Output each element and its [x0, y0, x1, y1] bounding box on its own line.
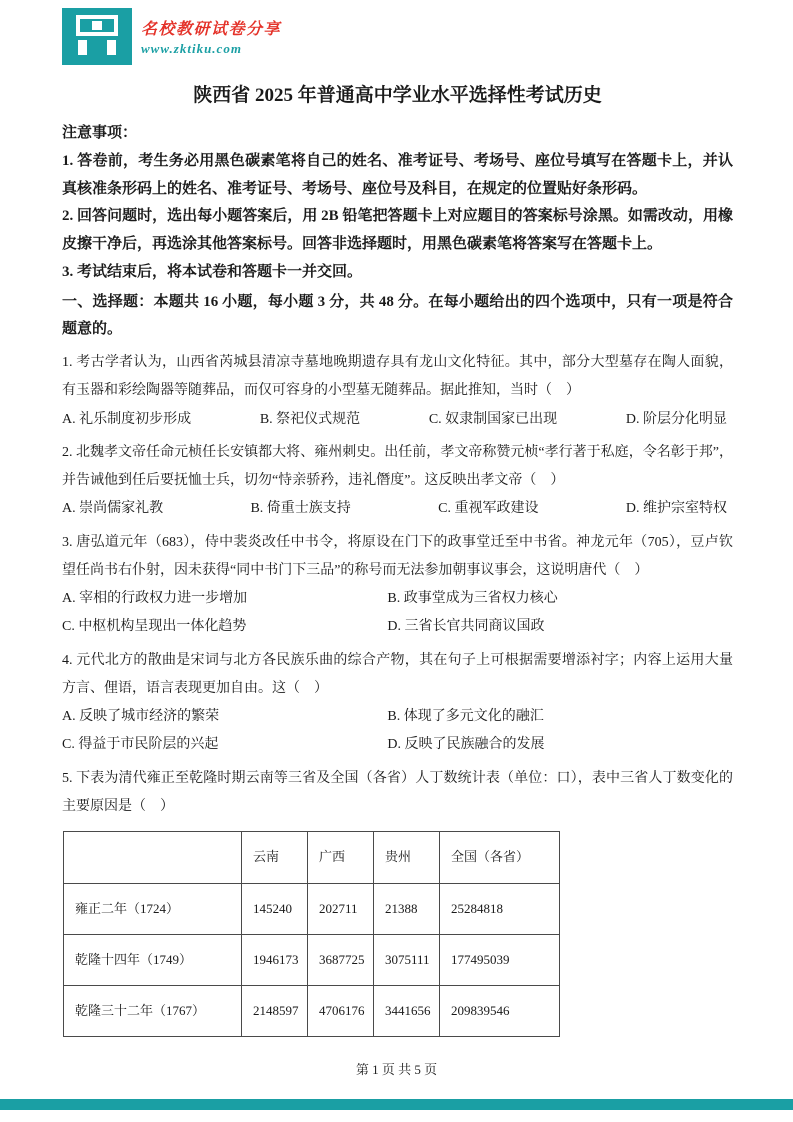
cell-value: 202711: [308, 883, 374, 934]
brand-url: www.zktiku.com: [141, 41, 242, 56]
notice-item-1: 1. 答卷前，考生务必用黑色碳素笔将自己的姓名、准考证号、考场号、座位号填写在答题卡上，并认真核准条形码上的姓名、准考证号、考场号、座位号及科目，在规定的位置贴好条形码。: [62, 152, 733, 197]
table-row: [64, 986, 560, 1037]
option-d: D. 维护宗室特权: [625, 501, 727, 517]
question-3-stem: 3. 唐弘道元年（683），侍中裴炎改任中书令，将原设在门下的政事堂迁至中书省。神龙元年（705），豆卢钦望任尚书右仆射，因未获得“同中书门下三品”的称号而无法参加朝事议事会，这说明唐代（ ）: [62, 534, 733, 578]
cell-value: 145240: [242, 883, 308, 934]
cell-value: 4706176: [308, 986, 374, 1037]
option-d: D. 三省长官共同商议国政: [387, 619, 545, 635]
cell-value: 3687725: [308, 934, 374, 985]
table-header-national: 全国（各省）: [440, 832, 560, 883]
question-2: [62, 439, 733, 524]
question-5: [62, 765, 733, 1038]
option-a: A. 礼乐制度初步形成: [62, 411, 192, 427]
page-number: 第 1 页 共 5 页: [355, 1062, 438, 1077]
question-4-stem: 4. 元代北方的散曲是宋词与北方各民族乐曲的综合产物，其在句子上可根据需要增添衬字；内容上运用大量方言、俚语，语言表现更加自由。这（ ）: [62, 652, 733, 696]
question-5-stem: 5. 下表为清代雍正至乾隆时期云南等三省及全国（各省）人丁数统计表（单位：口），表中三省人丁数变化的主要原因是（ ）: [62, 770, 733, 814]
table-header-empty: [64, 832, 242, 883]
question-2-options: [62, 495, 733, 523]
question-1-stem: 1. 考古学者认为，山西省芮城县清凉寺墓地晚期遗存具有龙山文化特征。其中，部分大型墓存在陶人面貌，有玉器和彩绘陶器等随葬品，而仅可容身的小型墓无随葬品。据此推知，当时（ ）: [62, 355, 733, 399]
section-heading: 一、选择题：本题共 16 小题，每小题 3 分，共 48 分。在每小题给出的四个选项中，只有一项是符合题意的。: [62, 293, 733, 338]
cell-value: 1946173: [242, 934, 308, 985]
row-label: 乾隆十四年（1749）: [64, 934, 242, 985]
question-2-stem: 2. 北魏孝文帝任命元桢任长安镇都大将、雍州刺史。出任前，孝文帝称赞元桢“孝行著于私庭，令名彰于邦”，并告诫他到任后要抚恤士兵，切勿“恃亲骄矜，违礼僭度”。这反映出孝文帝（ ）: [62, 444, 733, 489]
exam-content: [62, 120, 733, 1037]
notice-section: [62, 120, 733, 287]
page-footer: [0, 1059, 793, 1078]
option-c: C. 奴隶制国家已出现: [428, 411, 558, 427]
option-b: B. 倚重士族支持: [250, 501, 351, 517]
table-header-guizhou: 贵州: [374, 832, 440, 883]
table-header-row: [64, 832, 560, 883]
cell-value: 3441656: [374, 986, 440, 1037]
option-c: C. 中枢机构呈现出一体化趋势: [62, 619, 247, 635]
table-header-yunnan: 云南: [242, 832, 308, 883]
option-a: A. 宰相的行政权力进一步增加: [62, 591, 248, 607]
option-c: C. 得益于市民阶层的兴起: [62, 737, 219, 753]
page-title: 陕西省 2025 年普通高中学业水平选择性考试历史: [193, 85, 602, 106]
table-row: [64, 934, 560, 985]
option-a: A. 反映了城市经济的繁荣: [62, 709, 220, 725]
notice-heading: 注意事项：: [62, 125, 138, 141]
notice-item-3: 3. 考试结束后，将本试卷和答题卡一并交回。: [62, 263, 363, 280]
option-b: B. 体现了多元文化的融汇: [387, 709, 544, 725]
question-4-options: [62, 703, 733, 760]
option-b: B. 祭祀仪式规范: [259, 411, 361, 427]
bottom-accent-bar: [0, 1099, 793, 1110]
cell-value: 25284818: [440, 883, 560, 934]
option-a: A. 崇尚儒家礼教: [62, 501, 164, 517]
cell-value: 209839546: [440, 986, 560, 1037]
population-table: [63, 831, 560, 1037]
cell-value: 177495039: [440, 934, 560, 985]
question-3-options: [62, 585, 733, 642]
question-1-options: [62, 406, 733, 434]
brand-name: 名校教研试卷分享: [141, 21, 282, 38]
gate-logo-icon: [62, 8, 132, 65]
cell-value: 3075111: [374, 934, 440, 985]
table-header-guangxi: 广西: [308, 832, 374, 883]
cell-value: 21388: [374, 883, 440, 934]
table-row: [64, 883, 560, 934]
question-4: [62, 647, 733, 760]
question-3: [62, 529, 733, 642]
row-label: 乾隆三十二年（1767）: [64, 986, 242, 1037]
page-header: [62, 8, 733, 72]
option-d: D. 反映了民族融合的发展: [387, 737, 545, 753]
option-d: D. 阶层分化明显: [625, 411, 727, 427]
notice-item-2: 2. 回答问题时，选出每小题答案后，用 2B 铅笔把答题卡上对应题目的答案标号涂黑。如需改动，用橡皮擦干净后，再选涂其他答案标号。回答非选择题时，用黑色碳素笔将答案写在答题卡上。: [62, 208, 733, 252]
brand-block: [141, 8, 281, 57]
option-c: C. 重视军政建设: [438, 501, 539, 517]
row-label: 雍正二年（1724）: [64, 883, 242, 934]
option-b: B. 政事堂成为三省权力核心: [387, 591, 558, 607]
question-1: [62, 349, 733, 434]
cell-value: 2148597: [242, 986, 308, 1037]
